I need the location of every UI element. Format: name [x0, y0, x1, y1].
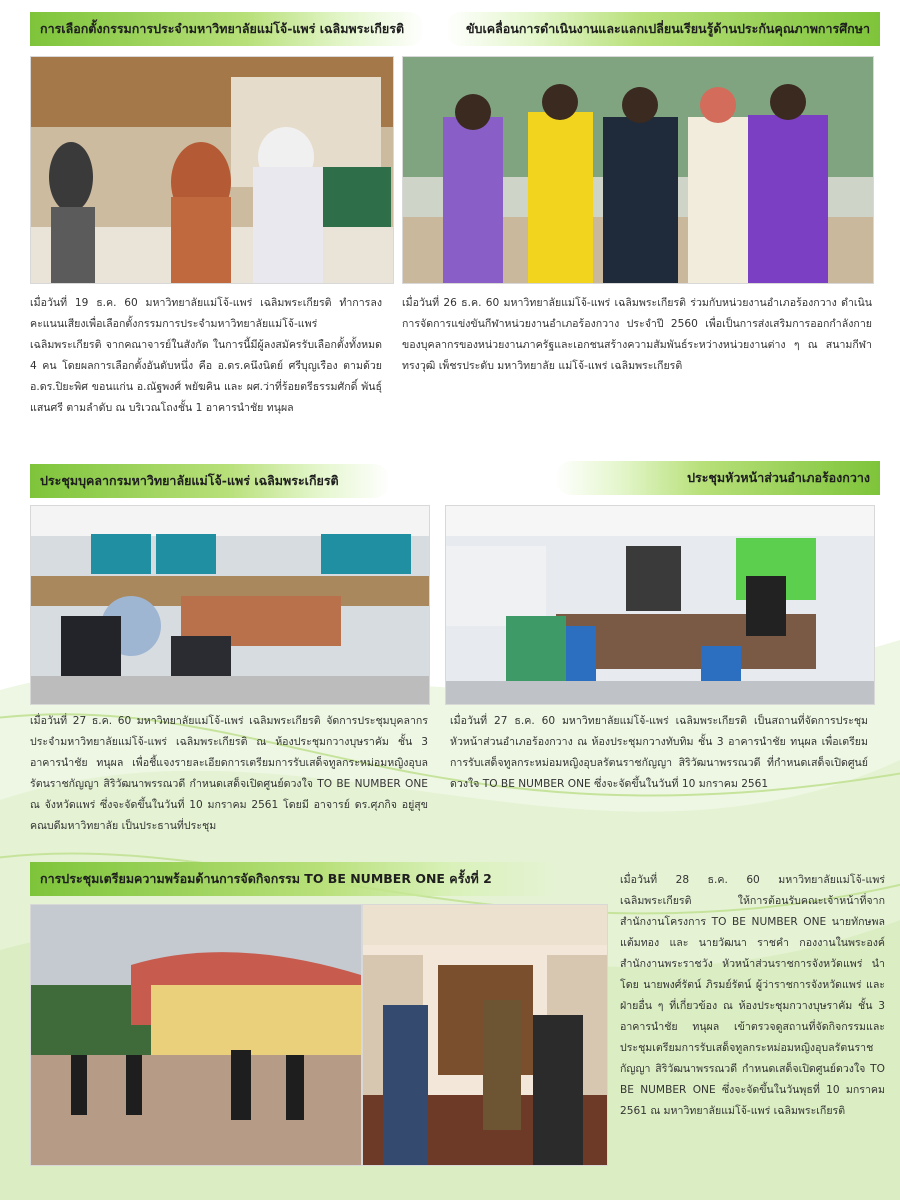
section-5-title: การประชุมเตรียมความพร้อมด้านการจัดกิจกรรม TO BE NUMBER ONE ครั้งที่ 2 — [30, 862, 560, 896]
section-4-text: เมื่อวันที่ 27 ธ.ค. 60 มหาวิทยาลัยแม่โจ้-แพร่ เฉลิมพระเกียรติ เป็นสถานที่จัดการประชุมหัวหน้าส่วนอำเภอร้องกวาง ณ ห้องประชุมกวางทับทิม ชั้น 3 อาคารนำชัย ทนุผล เพื่อเตรียมการรับเสด็จทูลกระหม่อมหญิงอุบลรัตนราชกัญญา สิริวัฒนาพรรณวดี ที่กำหนดเสด็จเปิดศูนย์ดวงใจ TO BE NUMBER ONE ซึ่งจะจัดขึ้นในวันที่ 10 มกราคม 2561 — [450, 715, 868, 790]
section-5-text: เมื่อวันที่ 28 ธ.ค. 60 มหาวิทยาลัยแม่โจ้-แพร่ เฉลิมพระเกียรติ ให้การต้อนรับคณะเจ้าหน้าที่จากสำนักงานโครงการ TO BE NUMBER ONE นายทักษพล แต้มทอง และ นายวัฒนา ราชคำ กองงานในพระองค์ สำนักงานพระราชวัง หัวหน้าส่วนราชการจังหวัดแพร่ นำโดย นายพงศ์รัตน์ ภิรมย์รัตน์ ผู้ว่าราชการจังหวัดแพร่ และฝ่ายอื่น ๆ ที่เกี่ยวข้อง ณ ห้องประชุมกวางบุษราคัม ชั้น 3 อาคารนำชัย ทนุผล เข้าตรวจดูสถานที่จัดกิจกรรมและประชุมเตรียมการรับเสด็จทูลกระหม่อมหญิงอุบลรัตนราชกัญญา สิริวัฒนาพรรณวดี กำหนดเสด็จเปิดศูนย์ดวงใจ TO BE NUMBER ONE ซึ่งจะจัดขึ้นในวันพุธที่ 10 มกราคม 2561 ณ มหาวิทยาลัยแม่โจ้-แพร่ เฉลิมพระเกียรติ — [620, 874, 885, 1117]
section-4-title: ประชุมหัวหน้าส่วนอำเภอร้องกวาง — [555, 461, 880, 495]
section-5-photo-right — [362, 904, 608, 1166]
section-1-text: เมื่อวันที่ 19 ธ.ค. 60 มหาวิทยาลัยแม่โจ้-แพร่ เฉลิมพระเกียรติ ทำการลงคะแนนเสียงเพื่อเลือกตั้งกรรมการประจำมหาวิทยาลัยแม่โจ้-แพร่ เฉลิมพระเกียรติ จากคณาจารย์ในสังกัด ในการนี้มีผู้ลงสมัครรับเลือกตั้งทั้งหมด 4 คน โดยผลการเลือกตั้งอันดับหนึ่ง คือ อ.ดร.คนึงนิตย์ ศรีบุญเรือง ตามด้วย อ.ดร.ปิยะพิศ ขอนแก่น อ.ณัฐพงศ์ พยัฆคิน และ ผศ.ว่าที่ร้อยตรีธรรมศักดิ์ พันธุ์แสนศรี ตามลำดับ ณ บริเวณโถงชั้น 1 อาคารนำชัย ทนุผล — [30, 297, 382, 414]
section-2-text: เมื่อวันที่ 26 ธ.ค. 60 มหาวิทยาลัยแม่โจ้-แพร่ เฉลิมพระเกียรติ ร่วมกับหน่วยงานอำเภอร้องกวาง ดำเนินการจัดการแข่งขันกีฬาหน่วยงานอำเภอร้องกวาง ประจำปี 2560 เพื่อเป็นการส่งเสริมการออกกำลังกายของบุคลากรของหน่วยงานภาครัฐและเอกชนสร้างความสัมพันธ์ระหว่างหน่วยงานต่าง ๆ ณ สนามกีฬาทรงวุฒิ เพ็ชรประดับ มหาวิทยาลัย แม่โจ้-แพร่ เฉลิมพระเกียรติ — [402, 297, 872, 372]
section-1-title: การเลือกตั้งกรรมการประจำมหาวิทยาลัยแม่โจ้-แพร่ เฉลิมพระเกียรติ — [30, 12, 425, 46]
section-1-photo — [30, 56, 394, 284]
section-3-text: เมื่อวันที่ 27 ธ.ค. 60 มหาวิทยาลัยแม่โจ้-แพร่ เฉลิมพระเกียรติ จัดการประชุมบุคลากรประจำมหาวิทยาลัยแม่โจ้-แพร่ เฉลิมพระเกียรติ ณ ห้องประชุมกวางบุษราคัม ชั้น 3 อาคารนำชัย ทนุผล เพื่อชี้แจงรายละเอียดการเตรียมการรับเสด็จทูลกระหม่อมหญิงอุบลรัตนราชกัญญา สิริวัฒนาพรรณวดี กำหนดเสด็จเปิดศูนย์ดวงใจ TO BE NUMBER ONE ณ จังหวัดแพร่ ซึ่งจะจัดขึ้นในวันที่ 10 มกราคม 2561 โดยมี อาจารย์ ดร.ศุภกิจ อยู่สุข คณบดีมหาวิทยาลัย เป็นประธานที่ประชุม — [30, 715, 428, 832]
section-4-photo — [445, 505, 875, 705]
section-3-photo — [30, 505, 430, 705]
section-3-title: ประชุมบุคลากรมหาวิทยาลัยแม่โจ้-แพร่ เฉลิมพระเกียรติ — [30, 464, 390, 498]
section-2-photo — [402, 56, 874, 284]
section-5-photo-left — [30, 904, 362, 1166]
section-2-title: ขับเคลื่อนการดำเนินงานและแลกเปลี่ยนเรียนรู้ด้านประกันคุณภาพการศึกษา — [445, 12, 880, 46]
